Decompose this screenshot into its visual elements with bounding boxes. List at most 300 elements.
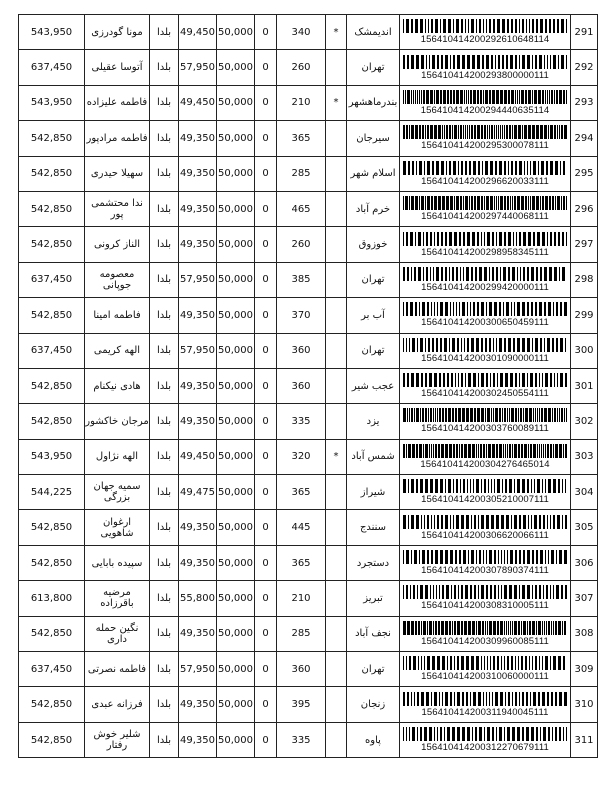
barcode-bar bbox=[418, 621, 420, 635]
barcode-cell bbox=[400, 581, 571, 616]
barcode-bar bbox=[454, 692, 455, 706]
barcode-bar bbox=[460, 90, 463, 104]
fee-cell: 50,000 bbox=[217, 545, 255, 580]
amount-cell: 49,350 bbox=[179, 616, 217, 651]
barcode-bar bbox=[504, 161, 506, 175]
barcode-bar bbox=[424, 515, 425, 529]
barcode-bar bbox=[411, 373, 414, 387]
barcode-bar bbox=[440, 19, 441, 33]
barcode-bar bbox=[502, 408, 503, 422]
barcode-bar bbox=[530, 692, 531, 706]
barcode-cell bbox=[400, 262, 571, 297]
barcode-bar bbox=[495, 408, 498, 422]
barcode-bar bbox=[442, 656, 445, 670]
barcode-bar bbox=[457, 55, 460, 69]
barcode-bar bbox=[459, 444, 460, 458]
table-row bbox=[19, 262, 598, 297]
barcode-bar bbox=[408, 479, 409, 493]
barcode-bar bbox=[508, 621, 509, 635]
city-cell: شیراز bbox=[347, 475, 400, 510]
barcode-bar bbox=[470, 90, 472, 104]
barcode-bar bbox=[531, 515, 532, 529]
barcode-bar bbox=[545, 373, 548, 387]
barcode-bar bbox=[414, 692, 415, 706]
barcode-bar bbox=[481, 125, 483, 139]
barcode-bar bbox=[476, 338, 479, 352]
amount-cell: 57,950 bbox=[179, 652, 217, 687]
barcode-bar bbox=[551, 90, 553, 104]
barcode-bar bbox=[424, 656, 425, 670]
barcode-bar bbox=[443, 373, 445, 387]
row-number-cell: 298 bbox=[571, 262, 598, 297]
barcode-bar bbox=[411, 19, 413, 33]
barcode-bar bbox=[459, 302, 460, 316]
barcode-bar bbox=[403, 196, 404, 210]
amount-cell: 49,450 bbox=[179, 85, 217, 120]
barcode-bar bbox=[565, 585, 567, 599]
barcode-image bbox=[403, 267, 567, 281]
barcode-bar bbox=[545, 479, 546, 493]
barcode-bar bbox=[501, 515, 504, 529]
barcode-bar bbox=[547, 692, 549, 706]
barcode-bar bbox=[489, 621, 492, 635]
zero-cell: 0 bbox=[255, 722, 277, 757]
barcode-bar bbox=[493, 408, 494, 422]
barcode-number: 156410414200299420000111 bbox=[421, 281, 549, 293]
zero-cell: 0 bbox=[255, 510, 277, 545]
barcode-bar bbox=[456, 19, 459, 33]
barcode-bar bbox=[494, 550, 496, 564]
barcode-bar bbox=[486, 196, 489, 210]
barcode-bar bbox=[497, 19, 500, 33]
barcode-cell bbox=[400, 85, 571, 120]
barcode-bar bbox=[465, 196, 468, 210]
barcode-bar bbox=[453, 515, 454, 529]
barcode-bar bbox=[517, 90, 518, 104]
barcode-bar bbox=[453, 90, 455, 104]
city-cell: شمس آباد bbox=[347, 439, 400, 474]
barcode-bar bbox=[431, 692, 432, 706]
zero-cell: 0 bbox=[255, 298, 277, 333]
barcode-bar bbox=[417, 727, 418, 741]
barcode-bar bbox=[546, 621, 547, 635]
barcode-bar bbox=[453, 19, 454, 33]
status-cell: بلدا bbox=[150, 121, 179, 156]
barcode-number: 156410414200292610648114 bbox=[420, 34, 550, 46]
barcode-bar bbox=[470, 302, 471, 316]
barcode-bar bbox=[428, 408, 429, 422]
barcode-bar bbox=[530, 161, 531, 175]
fee-cell: 50,000 bbox=[217, 368, 255, 403]
barcode-bar bbox=[466, 515, 469, 529]
barcode-bar bbox=[542, 232, 545, 246]
barcode-bar bbox=[457, 338, 459, 352]
barcode-bar bbox=[550, 585, 551, 599]
barcode-bar bbox=[490, 161, 493, 175]
barcode-bar bbox=[450, 692, 452, 706]
barcode-bar bbox=[510, 373, 513, 387]
barcode-bar bbox=[517, 302, 520, 316]
barcode-bar bbox=[403, 408, 406, 422]
barcode-bar bbox=[562, 267, 565, 281]
total-cell: 542,850 bbox=[19, 687, 85, 722]
zero-cell: 0 bbox=[255, 156, 277, 191]
barcode-bar bbox=[559, 692, 562, 706]
barcode-bar bbox=[464, 338, 465, 352]
barcode-bar bbox=[534, 90, 537, 104]
row-number-cell: 296 bbox=[571, 191, 598, 226]
barcode-bar bbox=[474, 125, 476, 139]
table-row bbox=[19, 298, 598, 333]
barcode-bar bbox=[553, 656, 556, 670]
barcode-bar bbox=[502, 19, 505, 33]
barcode-bar bbox=[514, 621, 517, 635]
barcode-bar bbox=[411, 621, 414, 635]
amount-cell: 49,350 bbox=[179, 510, 217, 545]
table-row bbox=[19, 191, 598, 226]
barcode-number: 156410414200294440635114 bbox=[420, 104, 550, 116]
barcode-bar bbox=[539, 408, 540, 422]
barcode-bar bbox=[486, 19, 487, 33]
barcode-bar bbox=[481, 408, 484, 422]
barcode-bar bbox=[420, 727, 422, 741]
barcode-bar bbox=[528, 444, 529, 458]
weight-cell: 370 bbox=[277, 298, 326, 333]
name-cell: فاطمه علیزاده bbox=[85, 85, 150, 120]
barcode-bar bbox=[521, 656, 523, 670]
weight-cell: 360 bbox=[277, 368, 326, 403]
barcode-bar bbox=[483, 19, 484, 33]
city-cell: خرم آباد bbox=[347, 191, 400, 226]
barcode-bar bbox=[535, 656, 537, 670]
barcode-bar bbox=[467, 338, 469, 352]
barcode-bar bbox=[439, 692, 440, 706]
barcode-bar bbox=[467, 727, 470, 741]
barcode-bar bbox=[506, 302, 509, 316]
fee-cell: 50,000 bbox=[217, 652, 255, 687]
barcode-bar bbox=[498, 550, 499, 564]
barcode-bar bbox=[419, 302, 420, 316]
barcode-bar bbox=[535, 373, 537, 387]
barcode-bar bbox=[504, 621, 505, 635]
barcode-bar bbox=[447, 373, 449, 387]
zero-cell: 0 bbox=[255, 50, 277, 85]
barcode-bar bbox=[425, 125, 426, 139]
barcode-bar bbox=[424, 727, 427, 741]
name-cell: مرجان خاکشور bbox=[85, 404, 150, 439]
barcode-bar bbox=[438, 196, 441, 210]
barcode-bar bbox=[552, 338, 554, 352]
barcode-bar bbox=[406, 125, 408, 139]
barcode-bar bbox=[547, 444, 549, 458]
barcode-bar bbox=[431, 196, 433, 210]
barcode-bar bbox=[543, 585, 544, 599]
barcode-bar bbox=[438, 444, 440, 458]
barcode-bar bbox=[478, 585, 479, 599]
barcode-bar bbox=[528, 515, 529, 529]
barcode-number: 156410414200298958345111 bbox=[421, 246, 549, 258]
barcode-bar bbox=[409, 196, 410, 210]
barcode-bar bbox=[545, 90, 546, 104]
barcode-bar bbox=[517, 727, 520, 741]
barcode-bar bbox=[540, 19, 543, 33]
barcode-bar bbox=[559, 408, 560, 422]
barcode-bar bbox=[532, 125, 535, 139]
barcode-bar bbox=[558, 479, 560, 493]
row-number-cell: 292 bbox=[571, 50, 598, 85]
barcode-number: 156410414200308310005111 bbox=[421, 600, 549, 612]
barcode-bar bbox=[440, 727, 442, 741]
status-cell: بلدا bbox=[150, 191, 179, 226]
barcode-bar bbox=[415, 125, 418, 139]
barcode-bar bbox=[554, 267, 557, 281]
fee-cell: 50,000 bbox=[217, 404, 255, 439]
name-cell: ندا محتشمی پور bbox=[85, 191, 150, 226]
barcode-bar bbox=[418, 267, 421, 281]
barcode-bar bbox=[466, 656, 469, 670]
barcode-bar bbox=[549, 90, 550, 104]
barcode-bar bbox=[434, 232, 435, 246]
barcode-bar bbox=[421, 90, 422, 104]
barcode-image bbox=[403, 196, 567, 210]
barcode-bar bbox=[507, 196, 509, 210]
barcode-bar bbox=[481, 373, 484, 387]
weight-cell: 365 bbox=[277, 545, 326, 580]
barcode-bar bbox=[531, 479, 532, 493]
barcode-bar bbox=[538, 692, 540, 706]
barcode-bar bbox=[418, 656, 419, 670]
barcode-bar bbox=[537, 444, 538, 458]
barcode-bar bbox=[406, 550, 409, 564]
barcode-bar bbox=[427, 125, 429, 139]
barcode-bar bbox=[550, 515, 551, 529]
barcode-bar bbox=[455, 373, 456, 387]
barcode-bar bbox=[544, 267, 547, 281]
barcode-bar bbox=[507, 444, 508, 458]
barcode-bar bbox=[544, 55, 545, 69]
barcode-bar bbox=[475, 727, 477, 741]
mark-cell bbox=[326, 368, 347, 403]
barcode-bar bbox=[425, 444, 428, 458]
barcode-bar bbox=[530, 196, 531, 210]
barcode-bar bbox=[490, 373, 491, 387]
barcode-bar bbox=[490, 196, 493, 210]
barcode-bar bbox=[477, 90, 479, 104]
barcode-bar bbox=[532, 338, 533, 352]
barcode-bar bbox=[536, 19, 538, 33]
barcode-bar bbox=[473, 692, 476, 706]
status-cell: بلدا bbox=[150, 652, 179, 687]
barcode-bar bbox=[527, 373, 528, 387]
barcode-bar bbox=[445, 621, 448, 635]
barcode-bar bbox=[498, 125, 499, 139]
barcode-bar bbox=[407, 55, 409, 69]
barcode-bar bbox=[562, 621, 563, 635]
barcode-bar bbox=[508, 692, 510, 706]
row-number-cell: 291 bbox=[571, 15, 598, 50]
barcode-bar bbox=[456, 196, 459, 210]
zero-cell: 0 bbox=[255, 475, 277, 510]
table-row bbox=[19, 652, 598, 687]
barcode-bar bbox=[407, 373, 409, 387]
barcode-bar bbox=[563, 90, 565, 104]
barcode-bar bbox=[403, 692, 405, 706]
barcode-bar bbox=[403, 444, 405, 458]
barcode-bar bbox=[445, 55, 448, 69]
barcode-bar bbox=[509, 408, 510, 422]
mark-cell: * bbox=[326, 15, 347, 50]
barcode-bar bbox=[559, 727, 561, 741]
barcode-bar bbox=[462, 727, 465, 741]
barcode-bar bbox=[496, 196, 497, 210]
barcode-bar bbox=[539, 656, 540, 670]
barcode-bar bbox=[487, 408, 490, 422]
barcode-bar bbox=[426, 90, 429, 104]
barcode-bar bbox=[426, 55, 427, 69]
fee-cell: 50,000 bbox=[217, 121, 255, 156]
barcode-bar bbox=[564, 692, 567, 706]
barcode-bar bbox=[488, 479, 489, 493]
barcode-bar bbox=[477, 408, 480, 422]
barcode-bar bbox=[528, 196, 529, 210]
name-cell: سمیه جهان بزرگی bbox=[85, 475, 150, 510]
barcode-bar bbox=[524, 444, 527, 458]
amount-cell: 49,350 bbox=[179, 227, 217, 262]
barcode-image bbox=[403, 479, 567, 493]
barcode-bar bbox=[447, 90, 449, 104]
barcode-bar bbox=[461, 373, 463, 387]
barcode-bar bbox=[476, 19, 477, 33]
barcode-bar bbox=[476, 444, 477, 458]
barcode-bar bbox=[461, 161, 463, 175]
fee-cell: 50,000 bbox=[217, 15, 255, 50]
barcode-bar bbox=[443, 19, 446, 33]
zero-cell: 0 bbox=[255, 191, 277, 226]
barcode-bar bbox=[566, 196, 567, 210]
zero-cell: 0 bbox=[255, 687, 277, 722]
barcode-bar bbox=[492, 267, 494, 281]
barcode-bar bbox=[421, 196, 424, 210]
barcode-bar bbox=[403, 302, 404, 316]
barcode-bar bbox=[523, 267, 525, 281]
zero-cell: 0 bbox=[255, 15, 277, 50]
mark-cell bbox=[326, 722, 347, 757]
barcode-bar bbox=[457, 621, 460, 635]
barcode-bar bbox=[548, 550, 549, 564]
zero-cell: 0 bbox=[255, 616, 277, 651]
barcode-bar bbox=[435, 621, 437, 635]
barcode-bar bbox=[445, 267, 447, 281]
barcode-bar bbox=[556, 90, 558, 104]
barcode-bar bbox=[494, 125, 495, 139]
barcode-bar bbox=[416, 515, 419, 529]
barcode-bar bbox=[425, 373, 427, 387]
barcode-bar bbox=[480, 444, 482, 458]
barcode-bar bbox=[445, 550, 448, 564]
barcode-bar bbox=[553, 585, 554, 599]
barcode-bar bbox=[433, 408, 434, 422]
shipment-table bbox=[18, 14, 598, 758]
barcode-bar bbox=[548, 621, 550, 635]
barcode-bar bbox=[560, 338, 563, 352]
barcode-bar bbox=[449, 232, 452, 246]
barcode-bar bbox=[487, 727, 490, 741]
barcode-bar bbox=[481, 232, 482, 246]
barcode-bar bbox=[519, 515, 521, 529]
barcode-cell bbox=[400, 404, 571, 439]
barcode-bar bbox=[554, 232, 556, 246]
barcode-bar bbox=[423, 267, 424, 281]
barcode-bar bbox=[499, 408, 501, 422]
barcode-bar bbox=[431, 19, 433, 33]
barcode-bar bbox=[495, 55, 496, 69]
barcode-bar bbox=[440, 302, 443, 316]
barcode-bar bbox=[511, 161, 513, 175]
barcode-bar bbox=[419, 550, 420, 564]
barcode-bar bbox=[547, 515, 548, 529]
barcode-bar bbox=[486, 585, 488, 599]
barcode-bar bbox=[449, 267, 450, 281]
barcode-bar bbox=[435, 444, 437, 458]
barcode-bar bbox=[481, 302, 484, 316]
barcode-bar bbox=[549, 196, 551, 210]
barcode-bar bbox=[419, 125, 421, 139]
barcode-bar bbox=[545, 444, 546, 458]
mark-cell bbox=[326, 545, 347, 580]
zero-cell: 0 bbox=[255, 121, 277, 156]
amount-cell: 49,450 bbox=[179, 439, 217, 474]
barcode-bar bbox=[474, 196, 476, 210]
barcode-bar bbox=[419, 90, 420, 104]
barcode-number: 156410414200295300078111 bbox=[421, 140, 549, 152]
barcode-bar bbox=[561, 55, 564, 69]
barcode-bar bbox=[456, 90, 459, 104]
barcode-bar bbox=[510, 196, 511, 210]
barcode-bar bbox=[408, 515, 409, 529]
barcode-bar bbox=[561, 196, 562, 210]
barcode-bar bbox=[512, 621, 513, 635]
weight-cell: 360 bbox=[277, 333, 326, 368]
barcode-bar bbox=[450, 656, 452, 670]
barcode-bar bbox=[459, 232, 461, 246]
barcode-bar bbox=[557, 515, 560, 529]
barcode-bar bbox=[510, 621, 511, 635]
barcode-bar bbox=[509, 585, 512, 599]
barcode-bar bbox=[481, 338, 483, 352]
mark-cell: * bbox=[326, 85, 347, 120]
barcode-bar bbox=[426, 232, 428, 246]
barcode-bar bbox=[565, 373, 567, 387]
barcode-bar bbox=[495, 161, 497, 175]
barcode-bar bbox=[468, 550, 469, 564]
barcode-bar bbox=[471, 19, 474, 33]
city-cell: خوزوق bbox=[347, 227, 400, 262]
barcode-bar bbox=[425, 408, 427, 422]
barcode-bar bbox=[449, 444, 452, 458]
barcode-bar bbox=[502, 125, 503, 139]
barcode-bar bbox=[465, 373, 466, 387]
barcode-number: 156410414200300650459111 bbox=[421, 317, 549, 329]
barcode-bar bbox=[529, 408, 532, 422]
barcode-bar bbox=[469, 125, 470, 139]
barcode-bar bbox=[536, 550, 538, 564]
barcode-bar bbox=[463, 196, 464, 210]
barcode-bar bbox=[450, 302, 451, 316]
barcode-bar bbox=[566, 55, 567, 69]
barcode-bar bbox=[486, 373, 488, 387]
barcode-bar bbox=[531, 302, 533, 316]
barcode-bar bbox=[546, 585, 548, 599]
